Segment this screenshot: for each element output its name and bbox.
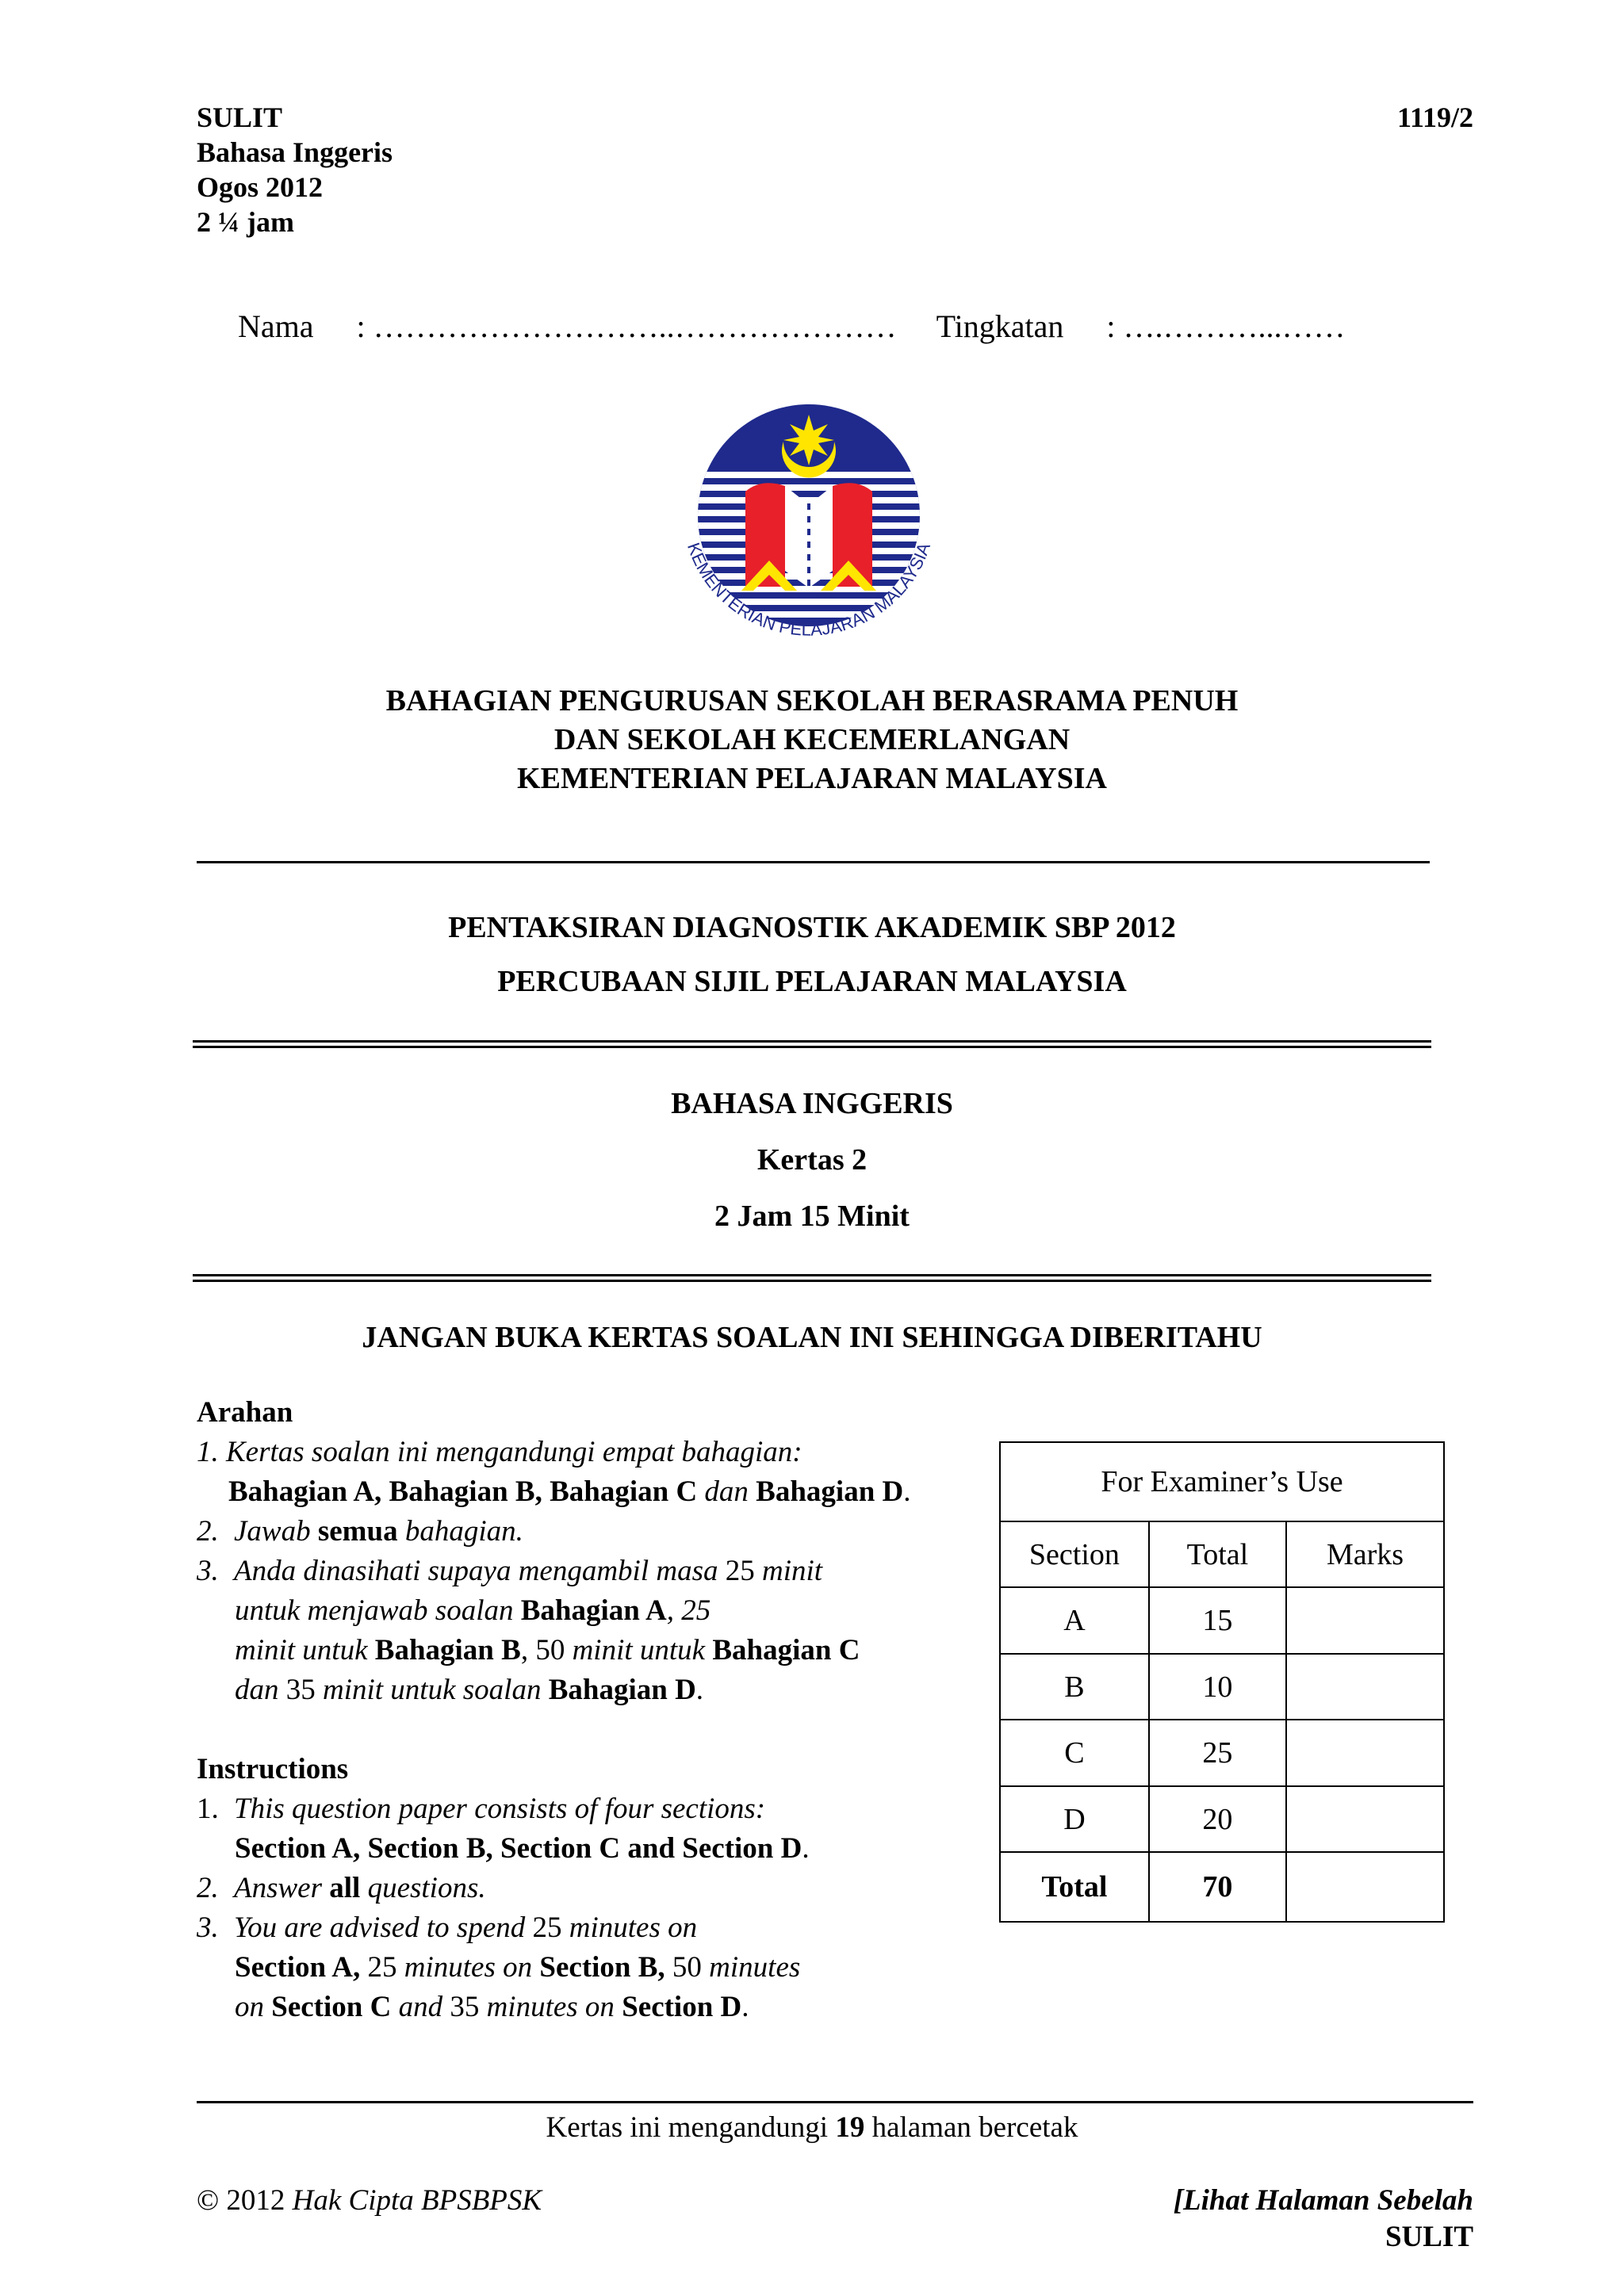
header-marks: Marks — [1286, 1521, 1444, 1587]
instructions-3-on: on — [235, 1991, 272, 2023]
arahan-3-minit-1: minit — [754, 1555, 823, 1587]
examiner-table-title: For Examiner’s Use — [1000, 1442, 1444, 1521]
instructions-3-num-2: 25 — [360, 1951, 397, 1984]
arahan-sections: Bahagian A, Bahagian B, Bahagian C — [228, 1475, 698, 1508]
arahan-3-num-3: , 50 — [520, 1634, 565, 1667]
arahan-num-3: 3. — [197, 1555, 219, 1587]
row-marks[interactable] — [1286, 1720, 1444, 1786]
instructions-title: Instructions — [197, 1753, 349, 1785]
header-section: Section — [1000, 1521, 1149, 1587]
arahan-item-3-line-4 — [197, 1670, 990, 1710]
warning-text: JANGAN BUKA KERTAS SOALAN INI SEHINGGA DIBERITAHU — [362, 1321, 1262, 1354]
name-field[interactable]: : ………………………..………………… — [356, 308, 897, 344]
instructions-item-3-line-3 — [197, 1988, 990, 2027]
table-row — [1000, 1654, 1444, 1720]
arahan-3-bahagian-d: Bahagian D — [548, 1674, 696, 1706]
arahan-3-text-1: Anda dinasihati supaya mengambil masa — [234, 1555, 726, 1587]
paper-number: Kertas 2 — [756, 1143, 868, 1177]
total-value: 70 — [1149, 1852, 1286, 1922]
copyright-holder: Hak Cipta BPSBPSK — [292, 2184, 542, 2217]
row-section: A — [1000, 1587, 1149, 1654]
arahan-3-dan: dan — [235, 1674, 286, 1706]
arahan-bahagian: bahagian. — [397, 1515, 523, 1548]
paper-duration: 2 Jam 15 Minit — [714, 1200, 910, 1233]
org-line-1: BAHAGIAN PENGURUSAN SEKOLAH BERASRAMA PENUH — [385, 684, 1239, 718]
logo-ring-text: KEMENTERIAN PELAJARAN MALAYSIA — [683, 540, 935, 640]
page-count-text-2: halaman bercetak — [864, 2111, 1078, 2144]
instructions-item-3-line-2 — [197, 1948, 990, 1988]
exam-title-2: PERCUBAAN SIJIL PELAJARAN MALAYSIA — [497, 965, 1127, 998]
instructions-3-section-d: Section D — [622, 1991, 742, 2023]
row-total: 15 — [1149, 1587, 1286, 1654]
arahan-item-1b — [197, 1472, 990, 1512]
total-label: Total — [1000, 1852, 1149, 1922]
name-label: Nama — [238, 308, 314, 344]
arahan-3-num-4: 35 — [285, 1674, 316, 1706]
copyright-year: © 2012 — [197, 2184, 293, 2217]
row-marks[interactable] — [1286, 1786, 1444, 1852]
instructions-item-1a — [197, 1789, 990, 1829]
instructions-3-num-3: 50 — [665, 1951, 702, 1984]
date-label: Ogos 2012 — [197, 171, 324, 203]
instructions-1-text: This question paper consists of four sections: — [234, 1793, 766, 1825]
table-total-row — [1000, 1852, 1444, 1922]
row-section: B — [1000, 1654, 1149, 1720]
page-count — [0, 2110, 1624, 2145]
arahan-title: Arahan — [197, 1396, 293, 1429]
row-total: 25 — [1149, 1720, 1286, 1786]
instructions-questions: questions. — [360, 1872, 486, 1904]
header-total: Total — [1149, 1521, 1286, 1587]
divider-double-1 — [193, 1040, 1431, 1048]
arahan-3-text-4: minit untuk — [565, 1634, 713, 1667]
table-row — [1000, 1720, 1444, 1786]
instructions-num-1: 1. — [197, 1793, 219, 1825]
next-page-note: [Lihat Halaman Sebelah — [1173, 2184, 1473, 2217]
arahan-3-bahagian-b: Bahagian B — [374, 1634, 521, 1667]
instructions-sections: Section A, Section B, Section C and Section D — [235, 1832, 802, 1865]
class-label: Tingkatan — [936, 308, 1064, 344]
row-marks[interactable] — [1286, 1587, 1444, 1654]
row-total: 10 — [1149, 1654, 1286, 1720]
org-line-2: DAN SEKOLAH KECEMERLANGAN — [553, 723, 1071, 756]
instructions-3-and: and — [391, 1991, 450, 2023]
sulit-label: SULIT — [197, 101, 283, 133]
instructions-num-3: 3. — [197, 1911, 219, 1944]
instructions-3-num-4: 35 — [450, 1991, 480, 2023]
arahan-3-num-1: 25 — [725, 1555, 755, 1587]
instructions-3-minutes-1: minutes on — [561, 1911, 698, 1944]
instructions-block — [197, 1750, 990, 2027]
arahan-3-text-2: untuk menjawab soalan — [235, 1594, 521, 1627]
ministry-logo — [666, 392, 952, 662]
examiner-table — [999, 1441, 1445, 1923]
instructions-3-section-a: Section A, — [235, 1951, 361, 1984]
arahan-item-1a: 1. Kertas soalan ini mengandungi empat bahagian: — [197, 1436, 802, 1468]
instructions-3-section-b: Section B, — [539, 1951, 665, 1984]
arahan-3-num-2: , 25 — [666, 1594, 711, 1627]
arahan-item-3-line-2 — [197, 1591, 990, 1631]
row-section: C — [1000, 1720, 1149, 1786]
instructions-3-minutes-4: minutes on — [479, 1991, 622, 2023]
footer-divider — [197, 2101, 1473, 2103]
row-total: 20 — [1149, 1786, 1286, 1852]
org-line-3: KEMENTERIAN PELAJARAN MALAYSIA — [517, 762, 1107, 795]
arahan-block — [197, 1393, 990, 1710]
paper-code: 1119/2 — [1396, 101, 1473, 133]
arahan-section-d: Bahagian D — [756, 1475, 904, 1508]
instructions-3-minutes-2: minutes on — [396, 1951, 540, 1984]
subject-label: Bahasa Inggeris — [197, 136, 393, 168]
instructions-3-period: . — [741, 1991, 749, 2023]
table-row — [1000, 1786, 1444, 1852]
instructions-all: all — [329, 1872, 361, 1904]
table-row — [1000, 1587, 1444, 1654]
row-marks[interactable] — [1286, 1654, 1444, 1720]
page-count-text-1: Kertas ini mengandungi — [546, 2111, 836, 2144]
arahan-period: . — [903, 1475, 911, 1508]
instructions-item-1b — [197, 1829, 990, 1869]
arahan-item-2 — [197, 1512, 990, 1552]
divider-single — [197, 861, 1430, 863]
arahan-dan: dan — [697, 1475, 756, 1508]
arahan-jawab: Jawab — [234, 1515, 318, 1548]
instructions-item-3-line-1 — [197, 1908, 990, 1948]
instructions-3-num-1: 25 — [532, 1911, 562, 1944]
arahan-item-3-line-3 — [197, 1631, 990, 1670]
arahan-3-period: . — [695, 1674, 704, 1706]
arahan-3-text-5: minit untuk soalan — [315, 1674, 549, 1706]
instructions-item-2 — [197, 1869, 990, 1908]
arahan-semua: semua — [317, 1515, 398, 1548]
class-field[interactable]: : ….………...…… — [1106, 308, 1346, 344]
footer-sulit: SULIT — [1385, 2221, 1473, 2253]
instructions-1-period: . — [802, 1832, 810, 1865]
duration-label: 2 ¼ jam — [197, 206, 294, 238]
total-marks[interactable] — [1286, 1852, 1444, 1922]
page-count-number: 19 — [835, 2111, 865, 2144]
instructions-num-2: 2. — [197, 1872, 219, 1904]
arahan-3-bahagian-a: Bahagian A — [520, 1594, 667, 1627]
header-left — [197, 100, 393, 239]
arahan-3-bahagian-c: Bahagian C — [712, 1634, 860, 1667]
exam-title-1: PENTAKSIRAN DIAGNOSTIK AKADEMIK SBP 2012 — [448, 911, 1176, 944]
instructions-3-minutes-3: minutes — [701, 1951, 801, 1984]
arahan-item-3-line-1 — [197, 1552, 990, 1591]
instructions-answer: Answer — [234, 1872, 330, 1904]
copyright — [197, 2183, 542, 2218]
divider-double-2 — [193, 1274, 1431, 1282]
arahan-3-text-3: minit untuk — [235, 1634, 375, 1667]
row-section: D — [1000, 1786, 1149, 1852]
arahan-num-2: 2. — [197, 1515, 219, 1548]
instructions-3-section-c: Section C — [271, 1991, 392, 2023]
instructions-3-text-1: You are advised to spend — [234, 1911, 533, 1944]
student-info — [238, 308, 1346, 345]
paper-subject: BAHASA INGGERIS — [671, 1087, 953, 1120]
